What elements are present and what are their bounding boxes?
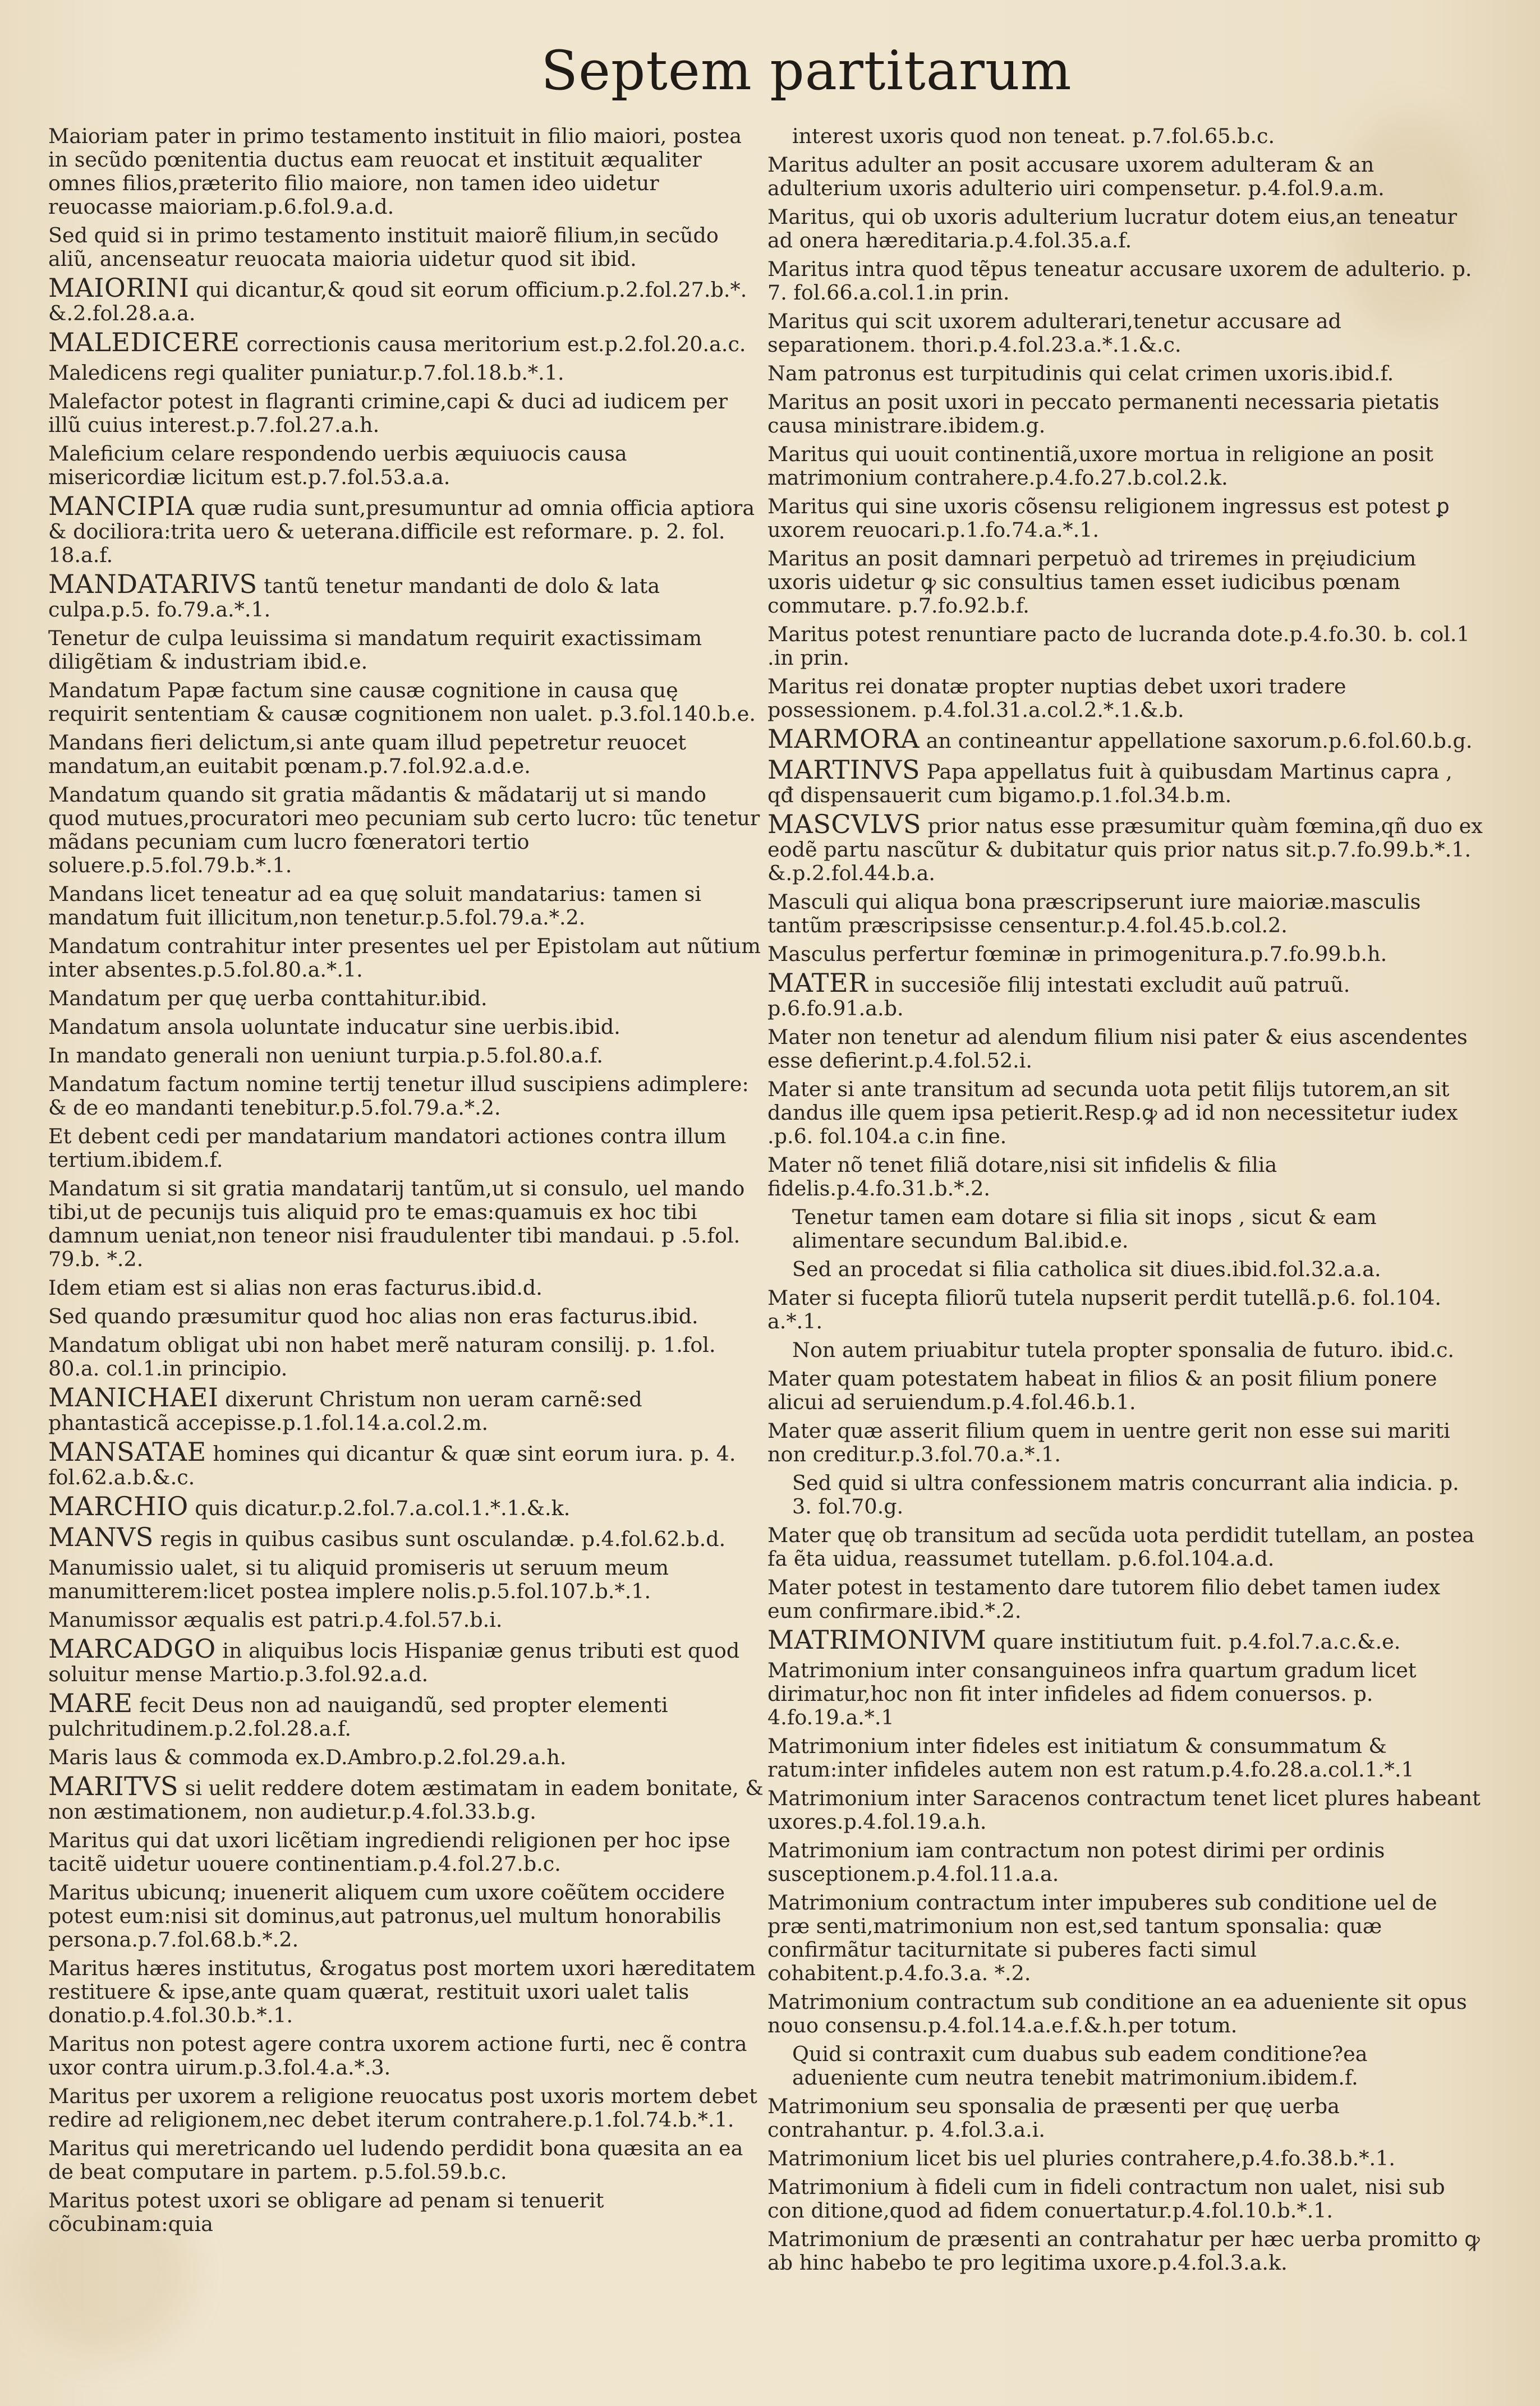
- entry-headword: MANDATARIVS: [48, 569, 258, 599]
- entry-text: Maritus qui sine uxoris cõsensu religionem ingressus est potest ꝑ uxorem reuocari.p.1.fo.74.a.*.1.: [767, 494, 1450, 542]
- index-entry: [767, 443, 1483, 490]
- entry-text: Maritus non potest agere contra uxorem actione furti, nec ẽ contra uxor contra uirum.p.3.fol.4.a.*.3.: [48, 2032, 747, 2080]
- entry-text: Nam patronus est turpitudinis qui celat crimen uxoris.ibid.f.: [767, 361, 1394, 385]
- index-entry: [767, 1206, 1483, 1253]
- entry-text: Maritus intra quod tẽpus teneatur accusare uxorem de adulterio. p. 7. fol.66.a.col.1.in prin.: [767, 257, 1472, 305]
- index-entry: [767, 675, 1483, 722]
- entry-text: Mater non tenetur ad alendum filium nisi pater & eius ascendentes esse defierint.p.4.fol.52.i.: [767, 1025, 1468, 1073]
- entry-text: prior natus esse præsumitur quàm fœmina,qñ duo ex eodẽ partu nascũtur & dubitatur quis prior natus sit.p.7.fo.99.b.*.1. &.p.2.fol.44.b.a.: [767, 814, 1483, 885]
- entry-headword: MANICHAEI: [48, 1382, 219, 1413]
- entry-text: Maritus qui meretricando uel ludendo perdidit bona quæsita an ea de beat computare in partem. p.5.fol.59.b.c.: [48, 2136, 743, 2184]
- index-entry: [767, 1625, 1483, 1655]
- index-entry: [48, 1177, 764, 1271]
- entry-text: Mandatum contrahitur inter presentes uel per Epistolam aut nũtium inter absentes.p.5.fol.80.a.*.1.: [48, 934, 761, 982]
- index-entry: [767, 1659, 1483, 1729]
- index-entry: [767, 1419, 1483, 1466]
- index-entry: [48, 1276, 764, 1300]
- index-entry: [767, 125, 1483, 148]
- entry-text: Maritus rei donatæ propter nuptias debet uxori tradere possessionem. p.4.fol.31.a.col.2.*.1.&.b.: [767, 674, 1346, 722]
- index-entry: [48, 569, 764, 622]
- entry-text: Maritus qui dat uxori licẽtiam ingrediendi religionen per hoc ipse tacitẽ uidetur uouere continentiam.p.4.fol.27.b.c.: [48, 1828, 730, 1876]
- entry-text: Maritus potest renuntiare pacto de lucranda dote.p.4.fo.30. b. col.1 .in prin.: [767, 622, 1470, 670]
- index-entry: [767, 2042, 1483, 2090]
- entry-headword: MARCHIO: [48, 1491, 189, 1521]
- index-entry: [48, 1746, 764, 1769]
- entry-text: Et debent cedi per mandatarium mandatori actiones contra illum tertium.ibidem.f.: [48, 1124, 727, 1172]
- index-entry: [767, 1258, 1483, 1281]
- entry-text: Non autem priuabitur tutela propter sponsalia de futuro. ibid.c.: [792, 1338, 1454, 1362]
- index-entry: [767, 257, 1483, 305]
- entry-text: Maritus adulter an posit accusare uxorem adulteram & an adulterium uxoris adulterio uiri compensetur. p.4.fol.9.a.m.: [767, 153, 1385, 200]
- entry-text: Maritus an posit uxori in peccato permanenti necessaria pietatis causa ministrare.ibidem.g.: [767, 390, 1440, 438]
- entry-text: Maritus qui uouit continentiã,uxore mortua in religione an posit matrimonium contrahere.p.4.fo.27.b.col.2.k.: [767, 442, 1433, 490]
- index-entry: [767, 495, 1483, 542]
- index-entry: [48, 1608, 764, 1632]
- entry-text: Manumissor æqualis est patri.p.4.fol.57.b.i.: [48, 1608, 503, 1632]
- entry-headword: MATRIMONIVM: [767, 1625, 987, 1655]
- entry-text: Mandatum quando sit gratia mãdantis & mãdatarij ut si mando quod mutues,procuratori meo pecuniam sub certo lucro: tũc tenetur mãdans pecuniam cum lucro fœneratori tertio soluere.p.5.fol.79.b.*.1.: [48, 783, 760, 877]
- entry-text: quis dicatur.p.2.fol.7.a.col.1.*.1.&.k.: [188, 1496, 571, 1520]
- index-entry: [767, 1471, 1483, 1519]
- entry-text: Maritus potest uxori se obligare ad penam si tenuerit cõcubinam:quia: [48, 2188, 604, 2236]
- index-entry: [48, 679, 764, 726]
- index-entry: [48, 327, 764, 357]
- entry-headword: MANCIPIA: [48, 491, 195, 521]
- index-entry: [48, 1125, 764, 1172]
- index-entry: [767, 205, 1483, 252]
- entry-text: Mandatum obligat ubi non habet merẽ naturam consilij. p. 1.fol. 80.a. col.1.in principio.: [48, 1333, 716, 1381]
- index-entry: [767, 890, 1483, 937]
- index-entry: [48, 1491, 764, 1521]
- entry-text: quare institiutum fuit. p.4.fol.7.a.c.&.e.: [986, 1630, 1401, 1654]
- entry-text: Matrimonium contractum inter impuberes sub conditione uel de præ senti,matrimonium non est,sed tantum sponsalia: quæ confirmãtur taciturnitate si puberes facti simul cohabitent.p.4.fo.3.a. *.2.: [767, 1890, 1437, 1985]
- entry-text: Papa appellatus fuit à quibusdam Martinus capra , qđ dispensauerit cum bigamo.p.1.fol.34.b.m.: [767, 760, 1452, 807]
- index-entry: [48, 627, 764, 674]
- entry-headword: MASCVLVS: [767, 809, 922, 839]
- index-entry: [48, 1382, 764, 1435]
- index-entry: [767, 1524, 1483, 1571]
- index-entry: [767, 1367, 1483, 1414]
- entry-text: Mater nõ tenet filiã dotare,nisi sit infidelis & filia fidelis.p.4.fo.31.b.*.2.: [767, 1153, 1277, 1200]
- entry-text: Sed quid si ultra confessionem matris concurrant alia indicia. p. 3. fol.70.g.: [792, 1471, 1459, 1519]
- index-entry: [48, 1437, 764, 1489]
- entry-text: fecit Deus non ad nauigandũ, sed propter elementi pulchritudinem.p.2.fol.28.a.f.: [48, 1693, 668, 1741]
- page-title: Septem partitarum: [541, 39, 1072, 102]
- entry-text: Manumissio ualet, si tu aliquid promiseris ut seruum meum manumitterem:licet postea implere nolis.p.5.fol.107.b.*.1.: [48, 1556, 669, 1603]
- entry-text: an contineantur appellatione saxorum.p.6.fol.60.b.g.: [920, 729, 1473, 753]
- entry-text: Mater quæ asserit filium quem in uentre gerit non esse sui mariti non creditur.p.3.fol.70.a.*.1.: [767, 1419, 1450, 1466]
- entry-text: Sed an procedat si filia catholica sit diues.ibid.fol.32.a.a.: [792, 1257, 1381, 1281]
- index-entry: [48, 935, 764, 982]
- index-entry: [767, 1891, 1483, 1985]
- index-entry: [48, 1073, 764, 1120]
- index-entry: [767, 1576, 1483, 1623]
- entry-text: regis in quibus casibus sunt osculandæ. p.4.fol.62.b.d.: [153, 1527, 726, 1551]
- entry-text: Maledicens regi qualiter puniatur.p.7.fol.18.b.*.1.: [48, 361, 564, 385]
- entry-text: Matrimonium de præsenti an contrahatur per hæc uerba promitto ꝙ ab hinc habebo te pro legitima uxore.p.4.fol.3.a.k.: [767, 2227, 1480, 2275]
- entry-text: Mandatum per quę uerba conttahitur.ibid.: [48, 986, 488, 1010]
- index-entry: [767, 390, 1483, 438]
- entry-text: Mandans licet teneatur ad ea quę soluit mandatarius: tamen si mandatum fuit illicitum,non tenetur.p.5.fol.79.a.*.2.: [48, 882, 702, 930]
- entry-text: Mater si ante transitum ad secunda uota petit filijs tutorem,an sit dandus ille quem ipsa petierit.Resp.ꝙ ad id non necessitetur iudex .p.6. fol.104.a c.in fine.: [767, 1077, 1458, 1148]
- entry-headword: MARTINVS: [767, 755, 920, 785]
- entry-text: Matrimonium licet bis uel pluries contrahere,p.4.fo.38.b.*.1.: [767, 2146, 1395, 2170]
- index-entry: [48, 442, 764, 489]
- index-entry: [48, 1556, 764, 1603]
- entry-text: Matrimonium à fideli cum in fideli contractum non ualet, nisi sub con ditione,quod ad fidem conuertatur.p.4.fol.10.b.*.1.: [767, 2175, 1445, 2223]
- entry-text: in aliquibus locis Hispaniæ genus tributi est quod soluitur mense Martio.p.3.fol.92.a.d.: [48, 1639, 740, 1686]
- entry-text: Matrimonium inter Saracenos contractum tenet licet plures habeant uxores.p.4.fol.19.a.h.: [767, 1786, 1481, 1834]
- index-entry: [767, 2175, 1483, 2223]
- entry-text: dixerunt Christum non ueram carnẽ:sed phantasticã accepisse.p.1.fol.14.a.col.2.m.: [48, 1387, 642, 1435]
- entry-text: Matrimonium inter fideles est initiatum & consummatum & ratum:inter infideles autem non est ratum.p.4.fo.28.a.col.1.*.1: [767, 1734, 1414, 1782]
- index-entry: [767, 1153, 1483, 1200]
- entry-text: Sed quid si in primo testamento instituit maiorẽ filium,in secũdo aliũ, ancenseatur reuocata maioria uidetur quod sit ibid.: [48, 223, 719, 271]
- entry-text: Maleficium celare respondendo uerbis æquiuocis causa misericordiæ licitum est.p.7.fol.53.a.a.: [48, 441, 627, 489]
- index-entry: [48, 1305, 764, 1328]
- index-entry: [48, 1634, 764, 1686]
- index-entry: [48, 1957, 764, 2027]
- index-entry: [48, 2032, 764, 2080]
- index-entry: [48, 987, 764, 1010]
- entry-text: Mandatum factum nomine tertij tenetur illud suscipiens adimplere: & de eo mandanti tenebitur.p.5.fol.79.a.*.2.: [48, 1072, 749, 1120]
- index-entry: [767, 153, 1483, 200]
- entry-headword: MARCADGO: [48, 1634, 216, 1664]
- entry-text: Maritus, qui ob uxoris adulterium lucratur dotem eius,an teneatur ad onera hæreditaria.p.4.fol.35.a.f.: [767, 205, 1458, 252]
- entry-text: Matrimonium inter consanguineos infra quartum gradum licet dirimatur,hoc non fit inter infideles ad fidem conuersos. p. 4.fo.19.a.*.1: [767, 1658, 1417, 1729]
- entry-text: quæ rudia sunt,presumuntur ad omnia officia aptiora & dociliora:trita uero & ueterana.difficile est reformare. p. 2. fol. 18.a.f.: [48, 496, 755, 567]
- index-entry: [767, 310, 1483, 357]
- entry-text: correctionis causa meritorium est.p.2.fol.20.a.c.: [240, 332, 746, 356]
- entry-text: Maioriam pater in primo testamento instituit in filio maiori, postea in secũdo pœnitentia ductus eam reuocat et instituit æqualiter omnes filios,præterito filio maiore, non tamen ideo uidetur reuocasse maioriam.p.6.fol.9.a.d.: [48, 124, 742, 219]
- index-entry: [48, 273, 764, 325]
- index-entry: [48, 731, 764, 778]
- index-entry: [48, 1044, 764, 1068]
- index-entry: [48, 1522, 764, 1552]
- index-entry: [48, 224, 764, 271]
- entry-text: Tenetur de culpa leuissima si mandatum requirit exactissimam diligẽtiam & industriam ibid.e.: [48, 626, 702, 674]
- index-entry: [767, 2095, 1483, 2142]
- index-entry: [767, 1990, 1483, 2037]
- entry-headword: MALEDICERE: [48, 327, 240, 357]
- index-entry: [48, 1015, 764, 1039]
- index-entry: [767, 1078, 1483, 1148]
- index-entry: [767, 755, 1483, 807]
- index-entry: [48, 390, 764, 437]
- index-entry: [48, 1688, 764, 1741]
- entry-text: Maris laus & commoda ex.D.Ambro.p.2.fol.29.a.h.: [48, 1745, 567, 1769]
- index-entry: [48, 2189, 764, 2236]
- index-entry: [767, 2147, 1483, 2170]
- entry-text: Maritus qui scit uxorem adulterari,tenetur accusare ad separationem. thori.p.4.fol.23.a.*.1.&.c.: [767, 309, 1341, 357]
- index-entry: [48, 1771, 764, 1824]
- entry-text: Mandatum Papæ factum sine causæ cognitione in causa quę requirit sententiam & causæ cognitionem non ualet. p.3.fol.140.b.e.: [48, 678, 756, 726]
- entry-headword: MARITVS: [48, 1771, 179, 1801]
- entry-text: Mater si fucepta filiorũ tutela nupserit perdit tutellã.p.6. fol.104. a.*.1.: [767, 1286, 1442, 1333]
- entry-text: qui dicantur,& qoud sit eorum officium.p.2.fol.27.b.*. &.2.fol.28.a.a.: [48, 278, 747, 325]
- running-header: [0, 39, 1540, 102]
- index-column-right: [767, 125, 1483, 2280]
- index-entry: [767, 942, 1483, 966]
- entry-text: Quid si contraxit cum duabus sub eadem conditione?ea adueniente cum neutra tenebit matrimonium.ibidem.f.: [792, 2042, 1368, 2090]
- index-entry: [48, 361, 764, 385]
- index-entry: [767, 1286, 1483, 1333]
- entry-headword: MANSATAE: [48, 1437, 206, 1467]
- index-column-left: [48, 125, 764, 2241]
- entry-text: Mater potest in testamento dare tutorem filio debet tamen iudex eum confirmare.ibid.*.2.: [767, 1575, 1441, 1623]
- index-entry: [48, 1881, 764, 1952]
- entry-text: Sed quando præsumitur quod hoc alias non eras facturus.ibid.: [48, 1304, 698, 1328]
- index-entry: [767, 1839, 1483, 1886]
- entry-text: si uelit reddere dotem æstimatam in eadem bonitate, & non æstimationem, non audietur.p.4.fol.33.b.g.: [48, 1776, 764, 1824]
- index-entry: [767, 1787, 1483, 1834]
- index-entry: [48, 2085, 764, 2132]
- entry-text: Matrimonium seu sponsalia de præsenti per quę uerba contrahantur. p. 4.fol.3.a.i.: [767, 2094, 1340, 2142]
- entry-text: Mandatum ansola uoluntate inducatur sine uerbis.ibid.: [48, 1015, 620, 1039]
- entry-headword: MAIORINI: [48, 273, 190, 303]
- entry-headword: MATER: [767, 968, 868, 998]
- index-entry: [767, 968, 1483, 1020]
- index-entry: [767, 1338, 1483, 1362]
- entry-text: Mater quę ob transitum ad secũda uota perdidit tutellam, an postea fa ẽta uidua, reassumet tutellam. p.6.fol.104.a.d.: [767, 1523, 1474, 1571]
- index-entry: [48, 2137, 764, 2184]
- index-entry: [48, 1829, 764, 1876]
- entry-text: interest uxoris quod non teneat. p.7.fol.65.b.c.: [792, 124, 1275, 148]
- entry-headword: MANVS: [48, 1522, 154, 1552]
- entry-text: in succesiõe filij intestati excludit auũ patruũ. p.6.fo.91.a.b.: [767, 973, 1350, 1020]
- entry-headword: MARMORA: [767, 724, 920, 754]
- index-entry: [48, 491, 764, 567]
- entry-text: Maritus per uxorem a religione reuocatus post uxoris mortem debet redire ad religionem,nec debet iterum contrahere.p.1.fol.74.b.*.1.: [48, 2084, 757, 2132]
- index-entry: [767, 1735, 1483, 1782]
- entry-text: Masculus perfertur fœminæ in primogenitura.p.7.fo.99.b.h.: [767, 942, 1387, 966]
- entry-text: Maritus an posit damnari perpetuò ad triremes in pręiudicium uxoris uidetur ꝙ sic consultius tamen esset iudicibus pœnam commutare. p.7.fo.92.b.f.: [767, 546, 1417, 618]
- entry-text: tantũ tenetur mandanti de dolo & lata culpa.p.5. fo.79.a.*.1.: [48, 574, 660, 622]
- entry-text: Maritus ubicunq; inuenerit aliquem cum uxore coẽũtem occidere potest eum:nisi sit dominus,aut patronus,uel multum honorabilis persona.p.7.fol.68.b.*.2.: [48, 1880, 725, 1952]
- index-entry: [767, 724, 1483, 754]
- entry-text: homines qui dicantur & quæ sint eorum iura. p. 4. fol.62.a.b.&.c.: [48, 1442, 736, 1489]
- entry-text: Mandatum si sit gratia mandatarij tantũm,ut si consulo, uel mando tibi,ut de pecunijs tuis aliquid pro te emas:quamuis ex hoc tibi damnum ueniat,non teneor nisi fraudulenter tibi mandaui. p .5.fol. 79.b. *.2.: [48, 1176, 745, 1271]
- index-entry: [767, 623, 1483, 670]
- entry-text: Maritus hæres institutus, &rogatus post mortem uxori hæreditatem restituere & ipse,ante quam quærat, restituit uxori ualet talis donatio.p.4.fol.30.b.*.1.: [48, 1956, 756, 2027]
- entry-text: Idem etiam est si alias non eras facturus.ibid.d.: [48, 1276, 543, 1300]
- index-entry: [48, 882, 764, 930]
- entry-text: Mater quam potestatem habeat in filios & an posit filium ponere alicui ad seruiendum.p.4.fol.46.b.1.: [767, 1367, 1437, 1414]
- index-entry: [767, 2228, 1483, 2275]
- index-entry: [767, 547, 1483, 618]
- index-entry: [48, 1333, 764, 1381]
- entry-text: Tenetur tamen eam dotare si filia sit inops , sicut & eam alimentare secundum Bal.ibid.e.: [792, 1205, 1377, 1253]
- entry-text: Mandans fieri delictum,si ante quam illud pepetretur reuocet mandatum,an euitabit pœnam.p.7.fol.92.a.d.e.: [48, 730, 687, 778]
- index-entry: [48, 125, 764, 219]
- entry-text: In mandato generali non ueniunt turpia.p.5.fol.80.a.f.: [48, 1043, 603, 1068]
- entry-text: Matrimonium iam contractum non potest dirimi per ordinis susceptionem.p.4.fol.11.a.a.: [767, 1838, 1385, 1886]
- index-entry: [767, 362, 1483, 385]
- index-entry: [48, 783, 764, 877]
- entry-text: Malefactor potest in flagranti crimine,capi & duci ad iudicem per illũ cuius interest.p.7.fol.27.a.h.: [48, 389, 728, 437]
- index-entry: [767, 809, 1483, 885]
- entry-text: Masculi qui aliqua bona præscripserunt iure maioriæ.masculis tantũm præscripsisse censentur.p.4.fol.45.b.col.2.: [767, 890, 1421, 937]
- index-entry: [767, 1025, 1483, 1073]
- entry-text: Matrimonium contractum sub conditione an ea adueniente sit opus nouo consensu.p.4.fol.14.a.e.f.&.h.per totum.: [767, 1990, 1467, 2037]
- entry-headword: MARE: [48, 1688, 133, 1718]
